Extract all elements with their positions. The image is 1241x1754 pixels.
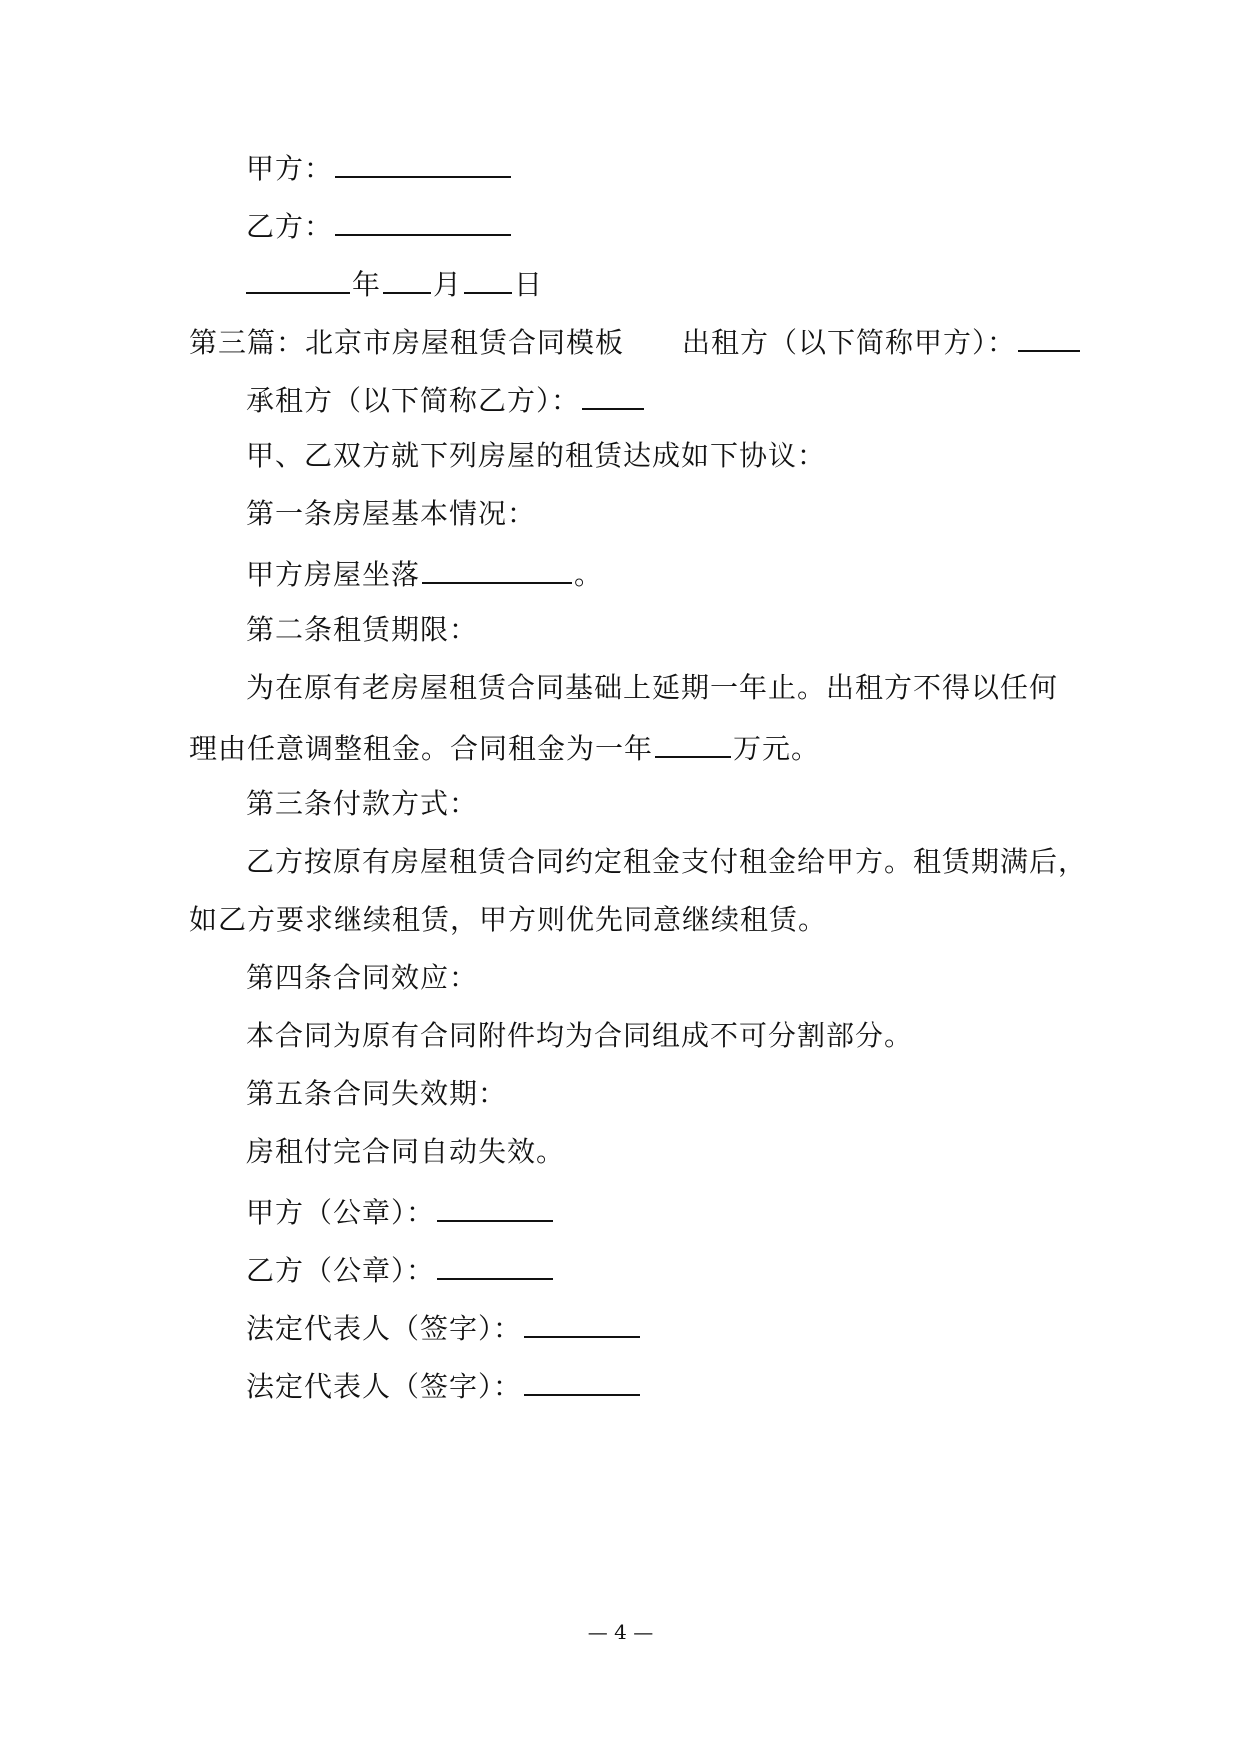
month-label: 月 xyxy=(433,268,463,301)
chapter-title: 第三篇：北京市房屋租赁合同模板 xyxy=(189,326,625,359)
article-4-title: 第四条合同效应： xyxy=(246,961,479,994)
sign-party-a-blank xyxy=(437,1190,553,1222)
article-2-text-2a: 理由任意调整租金。合同租金为一年 xyxy=(189,732,654,765)
sign-party-a-label: 甲方（公章）： xyxy=(246,1196,436,1229)
agreement-intro: 甲、乙双方就下列房屋的租赁达成如下协议： xyxy=(246,439,827,472)
article-2-text-2-line xyxy=(189,726,820,769)
party-a-label: 甲方： xyxy=(246,152,334,185)
article-2-text-1: 为在原有老房屋租赁合同基础上延期一年止。出租方不得以任何 xyxy=(246,671,1059,704)
sign-party-b-blank xyxy=(437,1248,553,1280)
article-4-text: 本合同为原有合同附件均为合同组成不可分割部分。 xyxy=(246,1019,914,1052)
article-1-text: 甲方房屋坐落 xyxy=(246,558,421,591)
article-3-title: 第三条付款方式： xyxy=(246,787,479,820)
article-5-text: 房租付完合同自动失效。 xyxy=(246,1135,566,1168)
article-1-end: 。 xyxy=(574,558,604,591)
legal-rep-2-label: 法定代表人（签字）： xyxy=(246,1370,523,1403)
page-number: — 4 — xyxy=(587,1620,654,1644)
sign-party-a-line xyxy=(246,1190,555,1233)
day-label: 日 xyxy=(514,268,544,301)
article-5-title: 第五条合同失效期： xyxy=(246,1077,508,1110)
legal-rep-2-blank xyxy=(524,1364,640,1396)
rent-blank xyxy=(655,726,731,758)
sign-party-b-label: 乙方（公章）： xyxy=(246,1254,436,1287)
article-1-title: 第一条房屋基本情况： xyxy=(246,497,537,530)
lessor-label: 出租方（以下简称甲方）： xyxy=(682,326,1017,359)
year-blank xyxy=(246,262,350,294)
location-blank xyxy=(422,552,572,584)
party-b-line xyxy=(246,204,513,247)
article-3-text-1: 乙方按原有房屋租赁合同约定租金支付租金给甲方。租赁期满后， xyxy=(246,845,1088,878)
article-2-title: 第二条租赁期限： xyxy=(246,613,479,646)
article-3-text-2: 如乙方要求继续租赁，甲方则优先同意继续租赁。 xyxy=(189,903,828,936)
party-a-blank xyxy=(335,146,511,178)
chapter-title-line xyxy=(189,320,1082,363)
article-2-text-2b: 万元。 xyxy=(733,732,821,765)
party-a-line xyxy=(246,146,513,189)
legal-rep-1-blank xyxy=(524,1306,640,1338)
legal-rep-2-line xyxy=(246,1364,642,1407)
party-b-blank xyxy=(335,204,511,236)
lessee-blank xyxy=(582,378,644,410)
day-blank xyxy=(464,262,512,294)
sign-party-b-line xyxy=(246,1248,555,1291)
party-b-label: 乙方： xyxy=(246,210,334,243)
year-label: 年 xyxy=(352,268,382,301)
lessee-label: 承租方（以下简称乙方）： xyxy=(246,384,581,417)
month-blank xyxy=(383,262,431,294)
legal-rep-1-label: 法定代表人（签字）： xyxy=(246,1312,523,1345)
lessor-blank xyxy=(1018,320,1080,352)
legal-rep-1-line xyxy=(246,1306,642,1349)
lessee-line xyxy=(246,378,646,421)
date-line xyxy=(246,262,543,305)
article-1-text-line xyxy=(246,552,603,595)
